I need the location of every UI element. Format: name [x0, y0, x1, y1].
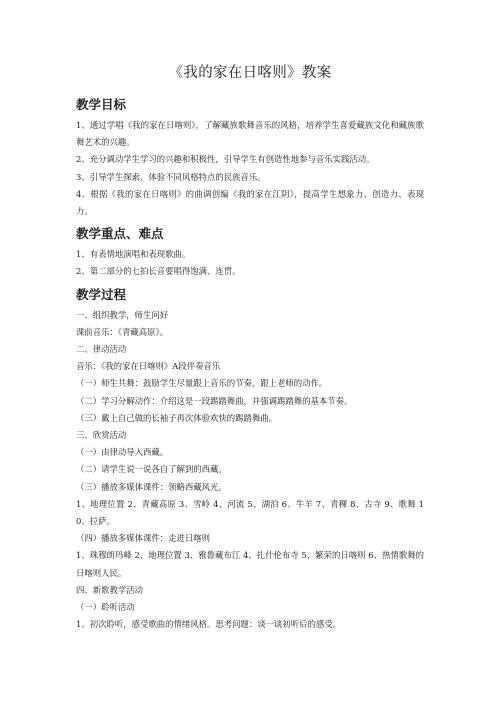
objective-item: 1、通过学唱《我的家在日喀则》，了解藏族歌舞音乐的风格，培养学生喜爱藏族文化和藏族歌舞艺术的兴趣。 [76, 120, 424, 148]
section-heading-objectives: 教学目标 [76, 97, 127, 112]
process-list [76, 307, 424, 634]
process-step: （二）请学生说一说各自了解到的西藏。 [76, 464, 227, 475]
process-step: （一）师生共舞：鼓励学生尽量跟上音乐的节奏，跟上老师的动作。 [76, 378, 328, 389]
process-step: （一）聆听活动 [76, 602, 135, 613]
section-teaching-objectives [76, 95, 424, 220]
section-heading-key-points: 教学重点、难点 [76, 226, 164, 242]
process-step: 1、初次聆听，感受歌曲的情绪风格。思考问题：谈一谈初听后的感受。 [76, 619, 341, 630]
process-step: 一、组织教学，师生问好 [76, 309, 169, 320]
document-title: 《我的家在日喀则》教案 [168, 65, 332, 81]
process-step: 音乐：《我的家在日喀则》A段伴奏音乐 [76, 361, 221, 372]
key-points-list [76, 246, 424, 280]
section-teaching-process [76, 285, 424, 634]
process-step: （三）播放多媒体课件：领略西藏风光。 [76, 481, 227, 492]
process-step: 课前音乐：《青藏高原》。 [76, 326, 169, 337]
section-heading-process: 教学过程 [76, 286, 127, 302]
process-step: （二）学习分解动作：介绍这是一段踢踏舞曲，并强调踢踏舞的基本节奏。 [76, 395, 353, 406]
process-step: （一）由律动导入西藏。 [76, 447, 169, 458]
process-step: （四）播放多媒体课件：走进日喀则 [76, 533, 210, 544]
process-step: 1、地理位置 2、青藏高原 3、雪岭 4、河流 5、湖泊 6、牛羊 7、青稞 8、古寺 9、歌舞 10、拉萨。 [76, 498, 424, 527]
key-point-item: 1、有表情地演唱和表现歌曲。 [76, 249, 191, 260]
objective-item: 2、充分调动学生学习的兴趣和积极性，引导学生有创造性地参与音乐实践活动。 [76, 154, 375, 165]
objective-item: 4、根据《我的家在日喀则》的曲调创编《我的家在江阴》，提高学生想象力、创造力、表现力。 [76, 188, 424, 217]
objectives-list [76, 117, 424, 220]
process-step: （三）戴上自己做的长袖子再次体验欢快的踢踏舞曲。 [76, 412, 277, 423]
section-key-points [76, 224, 424, 280]
process-step: 四、新歌教学活动 [76, 584, 143, 595]
process-step: 三、欣赏活动 [76, 430, 127, 441]
key-point-item: 2、第二部分的七拍长音要唱得饱满、连贯。 [76, 266, 241, 277]
process-step: 1、珠穆朗玛峰 2、地理位置 3、雅鲁藏布江 4、扎什伦布寺 5、繁荣的日喀则 6、热情歌舞的日喀则人民。 [76, 550, 424, 578]
process-step: 二、律动活动 [76, 344, 127, 355]
objective-item: 3、引导学生探索、体验不同风格特点的民族音乐。 [76, 171, 266, 182]
